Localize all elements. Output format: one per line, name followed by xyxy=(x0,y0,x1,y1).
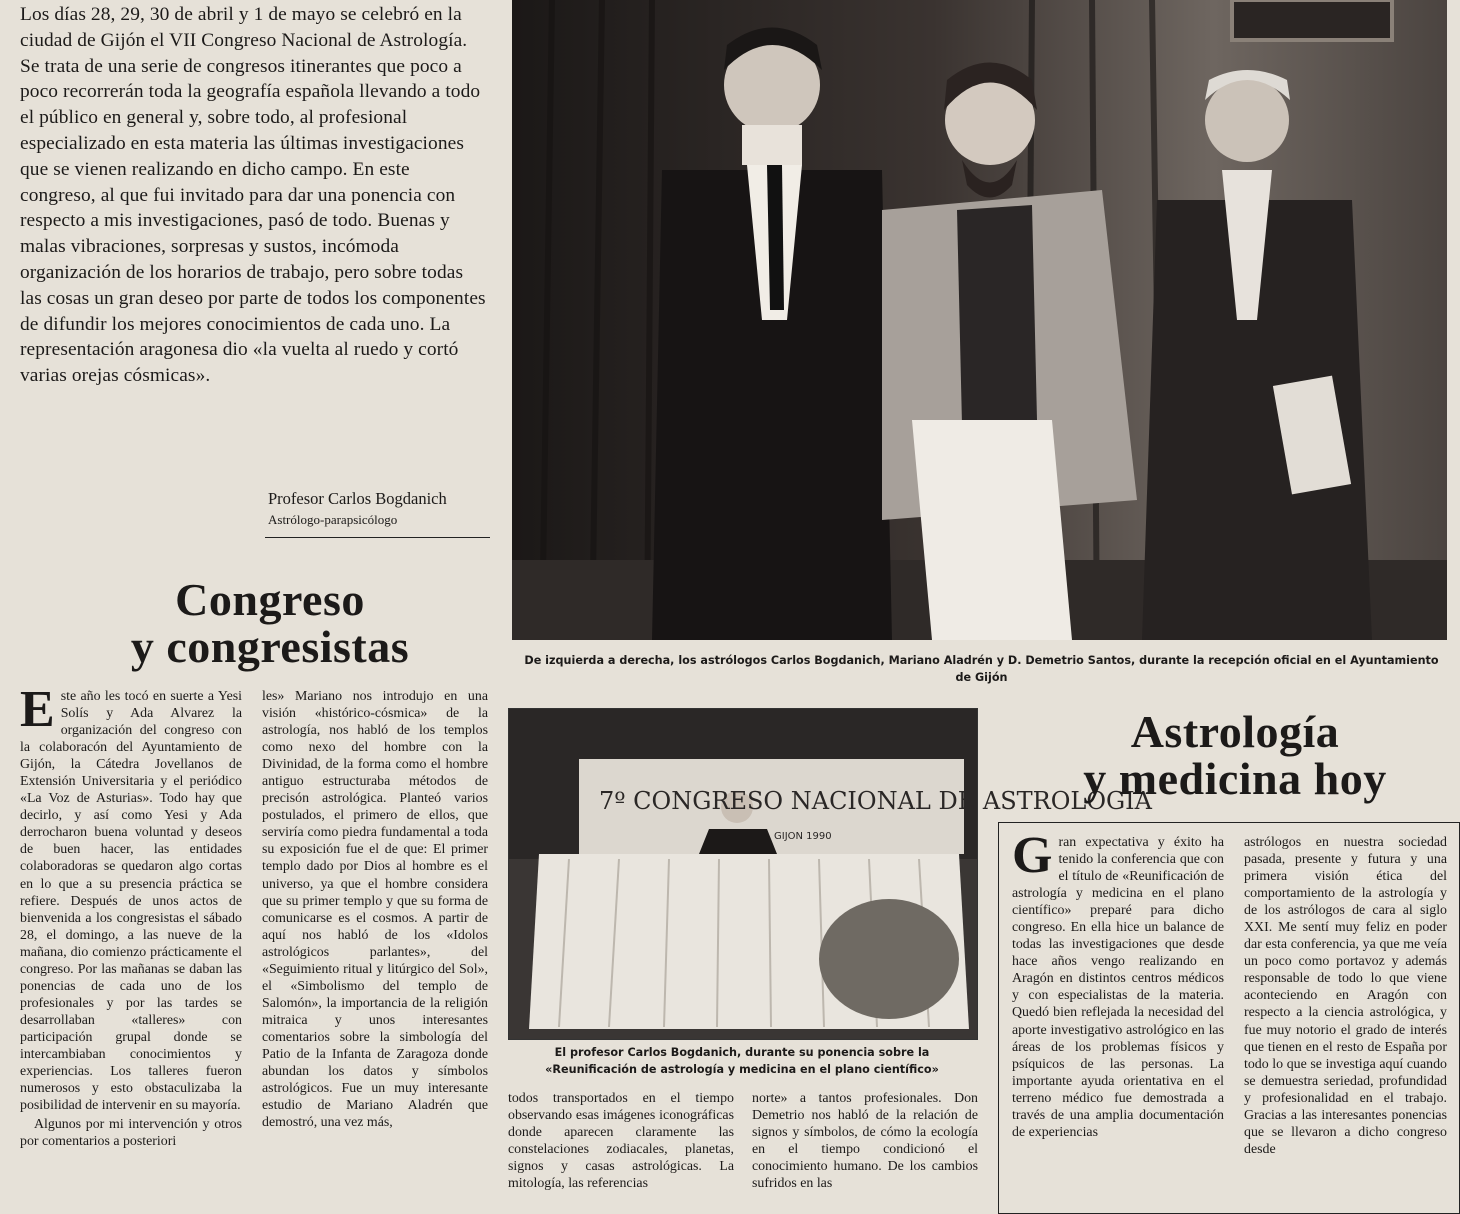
article1-col4-text: norte» a tantos profesionales. Don Demetrio nos habló de la relación de signos y símbolos, de cómo la ecología en el tiempo condicionó el conocimiento humano. De los cambios sufridos en las xyxy=(752,1091,978,1192)
author-signature xyxy=(268,488,490,530)
photo-conference-talk xyxy=(508,708,1152,1040)
author-name: Profesor Carlos Bogdanich xyxy=(268,489,447,508)
banner-text: 7º CONGRESO NACIONAL DE ASTROLOGIA xyxy=(599,787,1152,815)
headline2-line-2: y medicina hoy xyxy=(1083,753,1387,804)
article1-col2-text: les» Mariano nos introdujo en una visión «histórico-cósmica» de la astrología, nos habló de los templos como nexo del hombre con la Divinidad, de la forma como el hombre antiguo estructuraba métodos de precisón astrológica. Planteó varios postulados, el primero de ellos, que serviría como piedra fundamental a toda su exposición fue el de que: El primer templo dado por Dios al hombre es el universo, ya que el hombre considera que su primer templo y que su forma de comunicarse es el cosmos. A partir de aquí nos habló de los «Idolos astrológicos parlantes», del «Seguimiento ritual y litúrgico del Sol», el «Simbolismo del templo de Salomón», la importancia de la religión mitraica y unos interesantes comentarios sobre la simbología del Patio de la Infanta de Zaragoza donde abundan los datos y símbolos astrológicos. Fue un muy interesante estudio de Mariano Aladrén que demostró, una vez más, xyxy=(262,689,488,1131)
photo-three-astrologers xyxy=(512,0,1447,640)
headline-congreso xyxy=(60,576,480,670)
dropcap-g: G xyxy=(1012,827,1053,884)
article1-column-2 xyxy=(262,688,488,1200)
article2-col1-text: ran expectativa y éxito ha tenido la conferencia que con el título de «Reunificación de astrología y medicina en el plano científico» preparé para dicho congreso. En ella hice un balance de todas las investigaciones que desde hace años vengo realizando en Aragón en distintos centros médicos y con especialistas de la materia. Quedó bien reflejada la necesidad del aporte investigativo astrológico en las áreas de los problemas físicos y psíquicos de las personas. La importante ayuda orientativa en el terreno médico fue demostrada a través de una amplia documentación de experiencias xyxy=(1012,835,1224,1140)
headline-line-1: Congreso xyxy=(175,574,365,625)
dropcap-e: E xyxy=(20,681,55,738)
headline2-line-1: Astrología xyxy=(1130,706,1340,757)
headline-astrologia xyxy=(1040,708,1430,802)
intro-text: Los días 28, 29, 30 de abril y 1 de mayo se celebró en la ciudad de Gijón el VII Congreso Nacional de Astrología. Se trata de una serie de congresos itinerantes que poco a poco recorrerán toda la geografía española llevando a todo el público en general y, sobre todo, al profesional especializado en esta materia las últimas investigaciones que se vienen realizando en dicho campo. En este congreso, al que fui invitado para dar una ponencia con respecto a mis investigaciones, pasó de todo. Buenas y malas vibraciones, sorpresas y sustos, incómoda organización de los horarios de trabajo, pero sobre todas las cosas un gran deseo por parte de todos los componentes de difundir los mejores conocimientos de cada uno. La representación aragonesa dio «la vuelta al ruedo y cortó varias orejas cósmicas». xyxy=(20,4,486,387)
article1-column-3 xyxy=(508,1090,734,1200)
article2-column-1 xyxy=(1012,827,1224,1200)
article2-column-2 xyxy=(1244,834,1447,1200)
author-role: Astrólogo-parapsicólogo xyxy=(268,512,398,527)
photo1-caption: De izquierda a derecha, los astrólogos Carlos Bogdanich, Mariano Aladrén y D. Demetrio Santos, durante la recepción oficial en el Ayuntamiento de Gijón xyxy=(524,654,1439,684)
signature-divider xyxy=(265,537,490,538)
article1-col1-paragraph-2: Algunos por mi intervención y otros por comentarios a posteriori xyxy=(20,1117,242,1150)
banner-subtext: GIJON 1990 xyxy=(774,831,832,842)
intro-paragraph xyxy=(20,2,488,389)
photo-illustration xyxy=(512,0,1447,640)
article1-col1-text: ste año les tocó en suerte a Yesi Solís y Ada Alvarez la organización del congreso con la colaboracón del Ayuntamiento de Gijón, la Cátedra Jovellanos de Extensión Universitaria y el periódico «La Voz de Asturias». Todo hay que decirlo, y así como Yesi y Ada derrocharon buena voluntad y deseos de buen hacer, las entidades colaboradoras se quedaron algo cortas en lo que a su presencia práctica se refiere. Después de unos actos de bienvenida a los congresistas el sábado 28, el domingo, a las nueve de la mañana, dio comienzo prácticamente el congreso. Por las mañanas se daban las ponencias de cada uno de los profesionales y por las tardes se desarrollaban «talleres» con participación grupal donde se intercambiaban conocimientos y experiencias. Los talleres fueron numerosos y esto obstaculizaba la posibilidad de intervenir en su mayoría. xyxy=(20,689,242,1114)
article1-column-1 xyxy=(20,681,242,1200)
conference-photo-illustration xyxy=(509,709,1152,1039)
article1-column-4 xyxy=(752,1090,978,1200)
headline-line-2: y congresistas xyxy=(130,621,410,672)
article2-col2-text: astrólogos en nuestra sociedad pasada, presente y futura y una primera visión ética del comportamiento de la astrología y de los astrólogos de cara al siglo XXI. Me sentí muy feliz en poder dar esta conferencia, ya que me veía un poco como portavoz y además responsable de todo lo que viene aconteciendo en Aragón con respecto a la ciencia astrológica, y fue muy notorio el grado de interés que tienen en el resto de España por todo lo que se investiga aquí cuando se demuestra seriedad, profundidad y profesionalidad en el trabajo. Gracias a las interesantes ponencias que se llevaron a dicho congreso desde xyxy=(1244,835,1447,1157)
photo2-caption: El profesor Carlos Bogdanich, durante su ponencia sobre la «Reunificación de astrología y medicina en el plano científico» xyxy=(545,1046,939,1076)
article1-col3-text: todos transportados en el tiempo observando esas imágenes iconográficas donde aparecen claramente las constelaciones zodiacales, planetas, signos y casas astrológicas. La mitología, las referencias xyxy=(508,1091,734,1192)
